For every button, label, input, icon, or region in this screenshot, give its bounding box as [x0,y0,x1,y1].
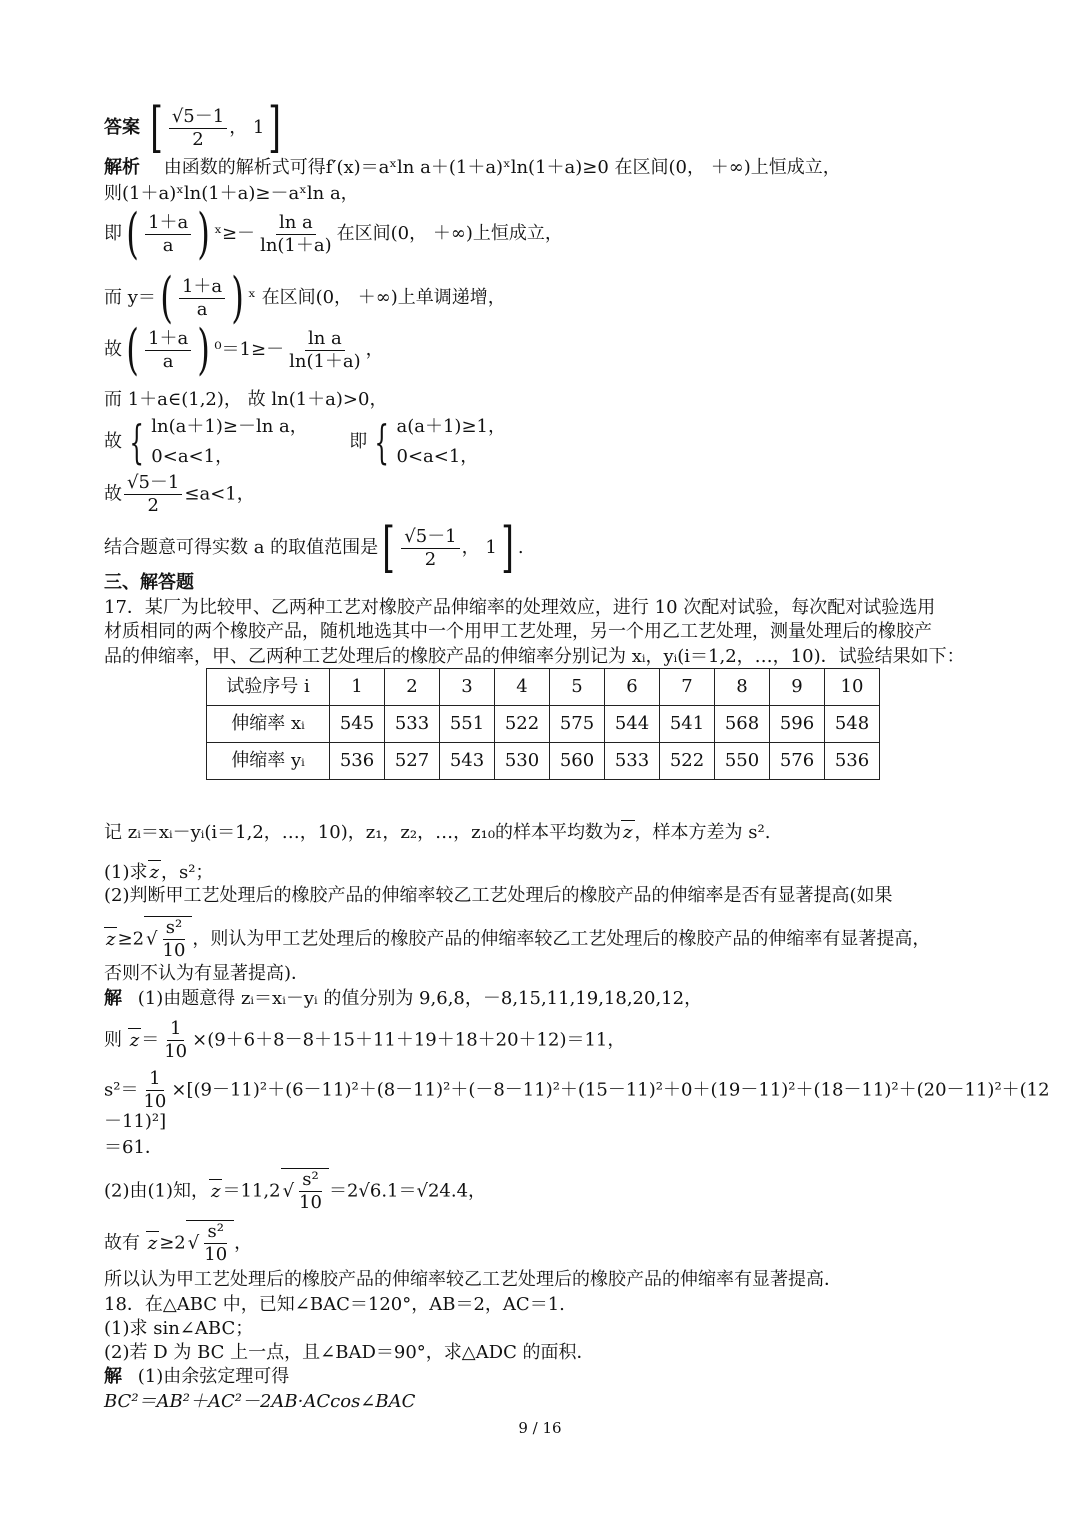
q17-para-2: 材质相同的两个橡胶产品，随机地选其中一个用甲工艺处理，另一个用乙工艺处理，测量处理后的橡胶产 [104,621,932,642]
sol17-line-3: s²＝ $\frac{1}{10}$ ×[(9－11)²＋(6－11)²＋(8－11)²＋(－8－11)²＋(15－11)²＋0＋(19－11)²＋(18－11)²＋(20－11)²＋(12 [104,1068,1050,1112]
table-cell: 543 [440,743,495,780]
table-cell: 7 [660,669,715,706]
table-cell: 545 [330,706,385,743]
table-row-header: 伸缩率 xᵢ [207,706,330,743]
table-cell: 522 [660,743,715,780]
sol17-line-4: －11)²] [104,1111,167,1132]
table-cell: 533 [605,743,660,780]
analysis-line-3: 即( $\frac{1+a}{a}$ ) ˣ≥－ $\frac{\text{ln a}}{\ln(1+a)}$ 在区间(0， ＋∞)上恒成立， [104,202,563,265]
table-cell: 533 [385,706,440,743]
right-bracket: ] [268,96,282,159]
sol17-line-6: (2)由(1)知， z ＝11,2 √ $\frac{\text{s²}}{10}$ ＝2√6.1＝√24.4， [104,1169,487,1213]
table-cell: 536 [330,743,385,780]
table-cell: 2 [385,669,440,706]
analysis-line-6: 而 1＋a∈(1,2)， 故 ln(1＋a)>0， [104,389,388,410]
table-row [207,669,880,706]
table-cell: 551 [440,706,495,743]
table-cell: 527 [385,743,440,780]
q17-note: 记 zᵢ＝xᵢ－yᵢ(i＝1,2，…，10)，z₁，z₂，…，z₁₀的样本平均数为 z ，样本方差为 s². [104,822,771,843]
sol17-line-8: 所以认为甲工艺处理后的橡胶产品的伸缩率较乙工艺处理后的橡胶产品的伸缩率有显著提高． [104,1269,842,1290]
table-row [207,706,880,743]
table-cell: 3 [440,669,495,706]
answer-line: 答案 [ $\frac{√5-1}{2}$ ， 1] [104,96,282,159]
table-cell: 6 [605,669,660,706]
sol17-line-5: ＝61． [104,1137,163,1158]
table-cell: 530 [495,743,550,780]
q17-sub-1: (1)求 z ，s²； [104,862,214,883]
q18-line-2: (1)求 sin∠ABC； [104,1318,254,1339]
analysis-line-7: 故 { ln(a＋1)≥－ln a， 0<a<1， 即 { a(a＋1)≥1， 0<a<1， [104,415,506,469]
sol17-line-1: 解 (1)由题意得 zᵢ＝xᵢ－yᵢ 的值分别为 9,6,8，－8,15,11,19,18,20,12， [104,988,703,1009]
sol17-line-2: 则 z ＝ $\frac{1}{10}$ ×(9＋6＋8－8＋15＋11＋19＋18＋20＋12)＝11， [104,1018,626,1062]
table-cell: 10 [825,669,880,706]
analysis-line-8: 故 $\frac{√5-1}{2}$ ≤a<1， [104,472,255,516]
q18-sol-line-2: BC²＝AB²＋AC²－2AB·ACcos∠BAC [104,1391,416,1412]
sol17-line-7: 故有 z ≥2 √ $\frac{\text{s²}}{10}$ ， [104,1221,253,1265]
analysis-line-1: 解析 由函数的解析式可得f′(x)＝aˣln a＋(1＋a)ˣln(1＋a)≥0 在区间(0， ＋∞)上恒成立， [104,157,841,178]
trial-table [206,668,880,780]
table-cell: 4 [495,669,550,706]
table-row-header: 试验序号 i [207,669,330,706]
table-cell: 8 [715,669,770,706]
page-number: 9 / 16 [518,1419,562,1437]
table-cell: 541 [660,706,715,743]
left-bracket: [ [149,96,163,159]
q17-sub-2-cond: z ≥2 √ $\frac{\text{s²}}{10}$ ，则认为甲工艺处理后的橡胶产品的伸缩率较乙工艺处理后的橡胶产品的伸缩率有显著提高， [106,917,931,961]
analysis-line-4: 而 y＝( $\frac{1+a}{a}$ ) ˣ 在区间(0， ＋∞)上单调递增， [104,266,506,329]
table-cell: 5 [550,669,605,706]
table-cell: 1 [330,669,385,706]
table-cell: 576 [770,743,825,780]
q17-para-3: 品的伸缩率，甲、乙两种工艺处理后的橡胶产品的伸缩率分别记为 xᵢ，yᵢ(i＝1,2，…，10)．试验结果如下： [104,646,965,667]
analysis-label: 解析 [104,157,140,178]
table-cell: 522 [495,706,550,743]
q17-sub-2-end: 否则不认为有显著提高)． [104,963,310,984]
q17-para-1: 17．某厂为比较甲、乙两种工艺对橡胶产品伸缩率的处理效应，进行 10 次配对试验，每次配对试验选用 [104,597,936,618]
analysis-line-2: 则(1＋a)ˣln(1＋a)≥－aˣln a， [104,183,359,204]
table-cell: 568 [715,706,770,743]
analysis-line-5: 故( $\frac{1+a}{a}$ ) ⁰＝1≥－ $\frac{\text{ln a}}{\ln(1+a)}$ ， [104,318,384,381]
table-cell: 9 [770,669,825,706]
q17-sub-2: (2)判断甲工艺处理后的橡胶产品的伸缩率较乙工艺处理后的橡胶产品的伸缩率是否有显著提高(如果 [104,885,893,906]
q18-line-3: (2)若 D 为 BC 上一点，且∠BAD＝90°，求△ADC 的面积． [104,1342,595,1363]
table-cell: 596 [770,706,825,743]
table-cell: 550 [715,743,770,780]
q18-line-1: 18．在△ABC 中，已知∠BAC＝120°，AB＝2，AC＝1. [104,1294,565,1315]
table-row [207,743,880,780]
analysis-line-9: 结合题意可得实数 a 的取值范围是[ $\frac{√5-1}{2}$ ， 1] . [104,516,524,579]
section-heading: 三、解答题 [104,572,194,593]
q18-sol-line-1: 解 (1)由余弦定理可得 [104,1366,290,1387]
table-cell: 560 [550,743,605,780]
answer-label: 答案 [104,117,140,138]
table-row-header: 伸缩率 yᵢ [207,743,330,780]
table-cell: 544 [605,706,660,743]
table-cell: 575 [550,706,605,743]
answer-fraction: $\frac{√5-1}{2}$ [169,106,227,151]
table-cell: 548 [825,706,880,743]
table-cell: 536 [825,743,880,780]
